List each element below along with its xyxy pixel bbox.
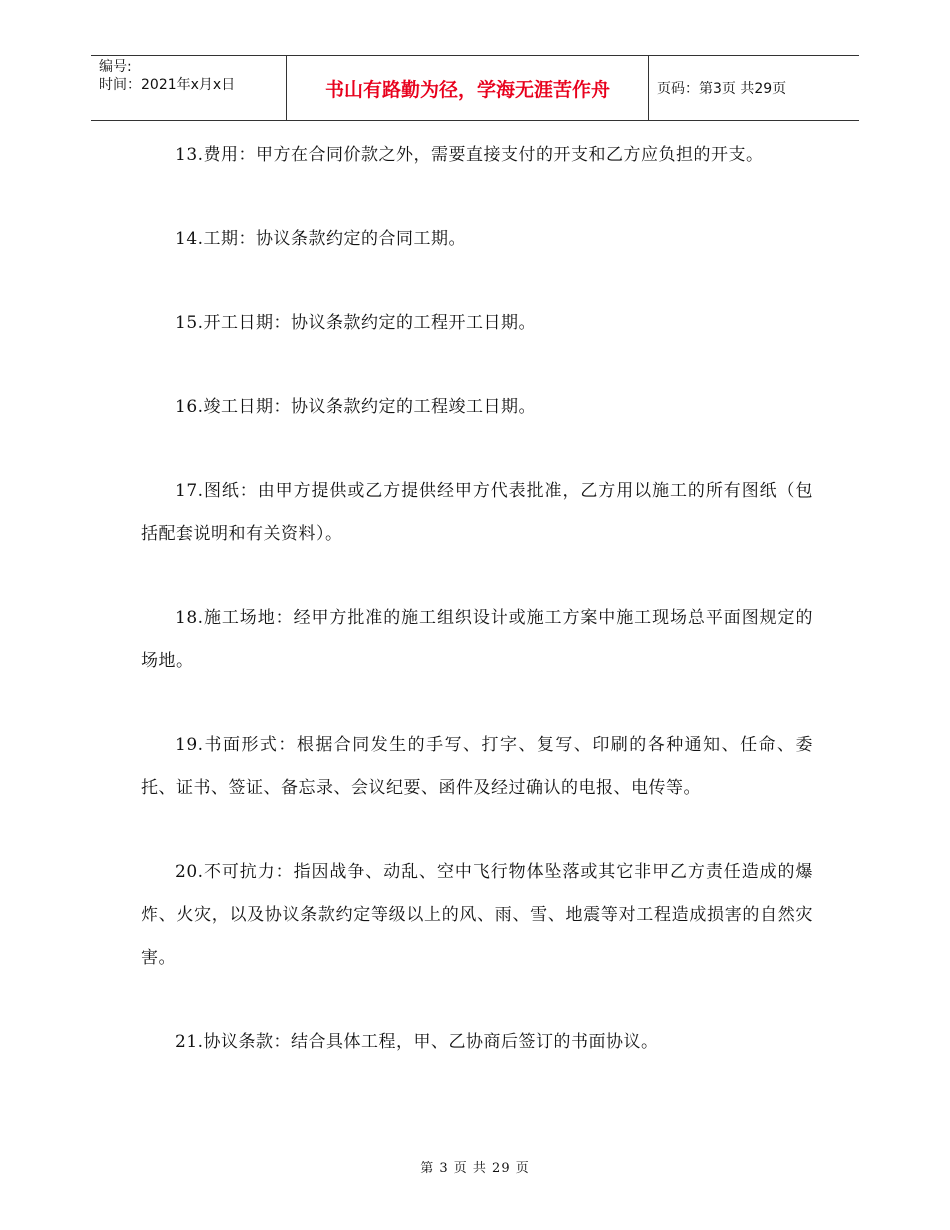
clause-16: 16.竣工日期：协议条款约定的工程竣工日期。	[175, 397, 537, 417]
clause-13: 13.费用：甲方在合同价款之外，需要直接支付的开支和乙方应负担的开支。	[175, 145, 764, 165]
header-page-info: 页码：第3页 共29页	[657, 81, 787, 97]
header-motto: 书山有路勤为径，学海无涯苦作舟	[324, 78, 610, 101]
page-footer: 第 3 页 共 29 页	[420, 1161, 530, 1176]
header-divider-right	[648, 56, 649, 120]
clause-20: 20.不可抗力：指因战争、动乱、空中飞行物体坠落或其它非甲乙方责任造成的爆炸、火灾，以及协议条款约定等级以上的风、雨、雪、地震等对工程造成损害的自然灾害。	[141, 862, 813, 968]
clause-21: 21.协议条款：结合具体工程，甲、乙协商后签订的书面协议。	[175, 1032, 659, 1052]
clause-17: 17.图纸：由甲方提供或乙方提供经甲方代表批准，乙方用以施工的所有图纸（包括配套说明和有关资料）。	[141, 481, 813, 544]
header-meta	[99, 58, 235, 94]
document-time-label: 时间：2021年x月x日	[99, 77, 236, 93]
page-header	[91, 55, 859, 121]
clause-14: 14.工期：协议条款约定的合同工期。	[175, 229, 467, 249]
clause-15: 15.开工日期：协议条款约定的工程开工日期。	[175, 313, 537, 333]
document-body	[141, 134, 813, 1105]
clause-18: 18.施工场地：经甲方批准的施工组织设计或施工方案中施工现场总平面图规定的场地。	[141, 608, 813, 671]
document-number-label: 编号:	[99, 59, 132, 75]
clause-19: 19.书面形式：根据合同发生的手写、打字、复写、印刷的各种通知、任命、委托、证书、签证、备忘录、会议纪要、函件及经过确认的电报、电传等。	[141, 735, 813, 798]
